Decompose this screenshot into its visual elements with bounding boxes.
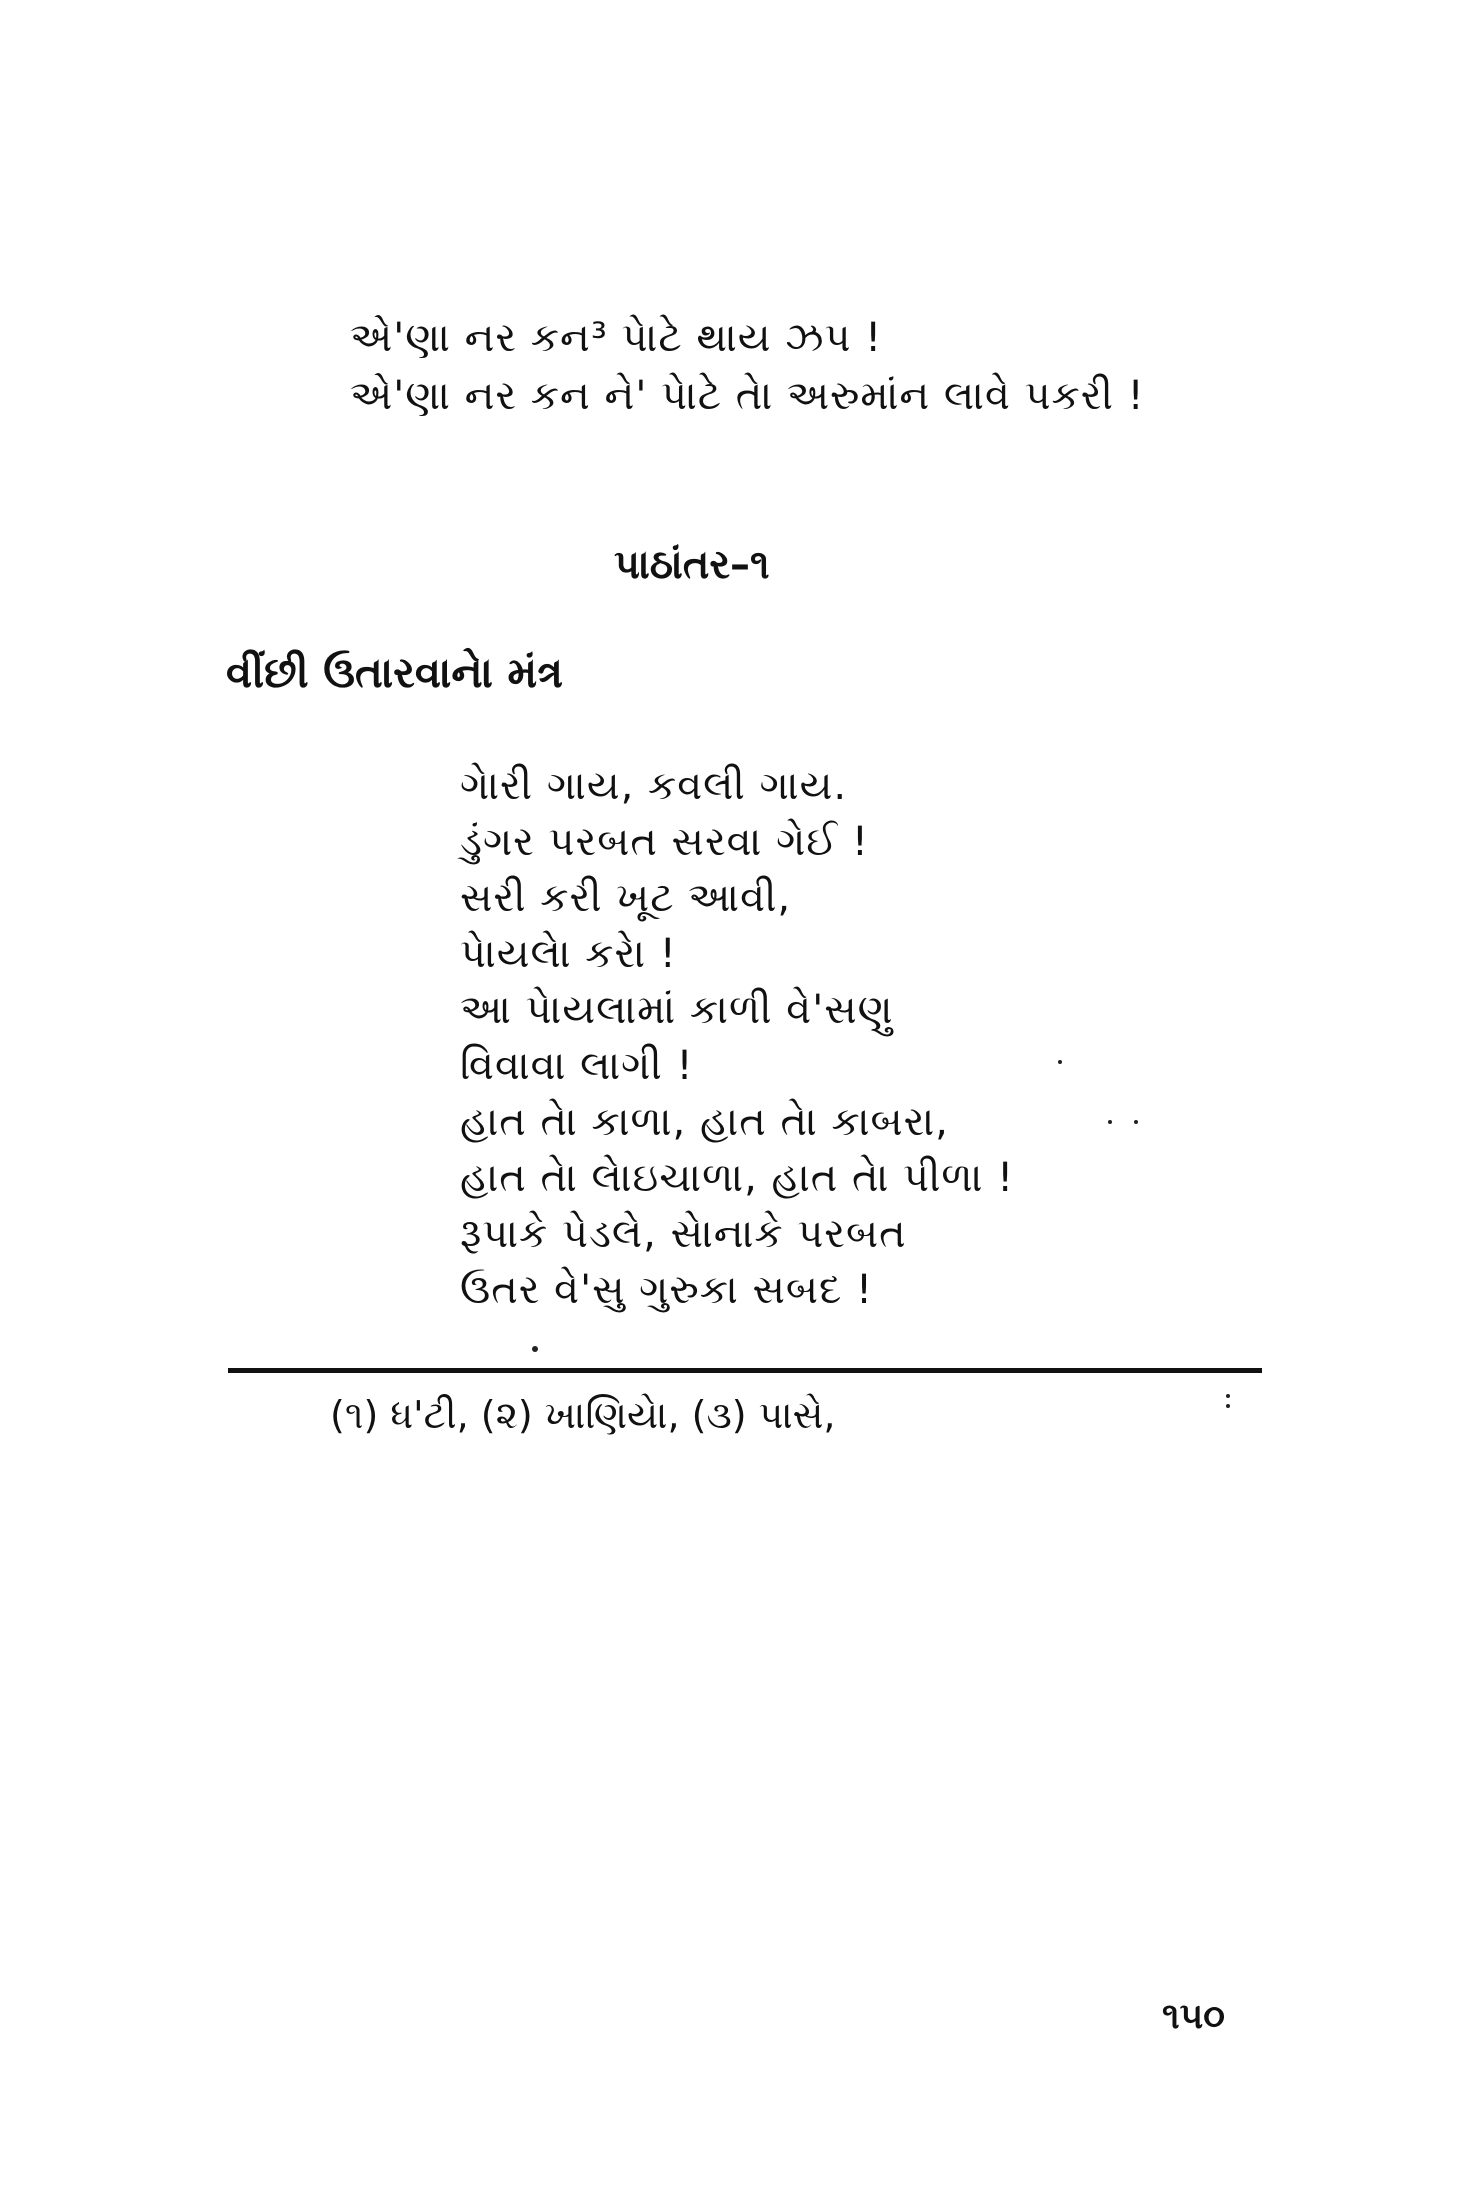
footnote-divider [228,1368,1262,1373]
print-speck [1058,1060,1062,1064]
print-speck [1108,1120,1112,1124]
poem-line: રૂપાકે પેડલે, સેાનાકે પરબત [460,1211,907,1257]
poem-line: ગેારી ગાય, કવલી ગાય. [460,763,848,809]
poem-line: સરી કરી ખૂટ આવી, [460,875,792,921]
print-speck [1226,1404,1230,1408]
poem-title: વીંછી ઉતારવાનેા મંત્ર [226,648,564,697]
poem-line: હાત તેા કાળા, હાત તેા કાબરા, [460,1099,949,1145]
intro-line-1: એ'ણા નર કન³ પેાટે થાય ઝપ ! [350,315,883,361]
poem-verse [460,758,1014,1318]
print-speck [532,1346,538,1352]
poem-line: ઉતર વે'સુ ગુરુકા સબદ ! [460,1267,874,1313]
footnote: (૧) ધ'ટી, (૨) ખાણિયેા, (૩) પાસે, [330,1393,836,1437]
section-heading: પાઠાંતર–૧ [614,542,770,588]
poem-line: પેાયલેા કરેા ! [460,931,677,977]
intro-line-2: એ'ણા નર કન ને' પેાટે તેા અરુમાંન લાવે પકરી ! [350,373,1145,419]
print-speck [1226,1394,1230,1398]
poem-line: ડુંગર પરબત સરવા ગેઈ ! [460,819,869,865]
print-speck [1134,1120,1138,1124]
poem-line: આ પેાયલામાં કાળી વે'સણુ [460,987,894,1033]
page-number: ૧૫૦ [1162,1996,1225,2037]
poem-line: હાત તેા લેાઇચાળા, હાત તેા પીળા ! [460,1155,1015,1201]
poem-line: વિવાવા લાગી ! [460,1043,694,1089]
